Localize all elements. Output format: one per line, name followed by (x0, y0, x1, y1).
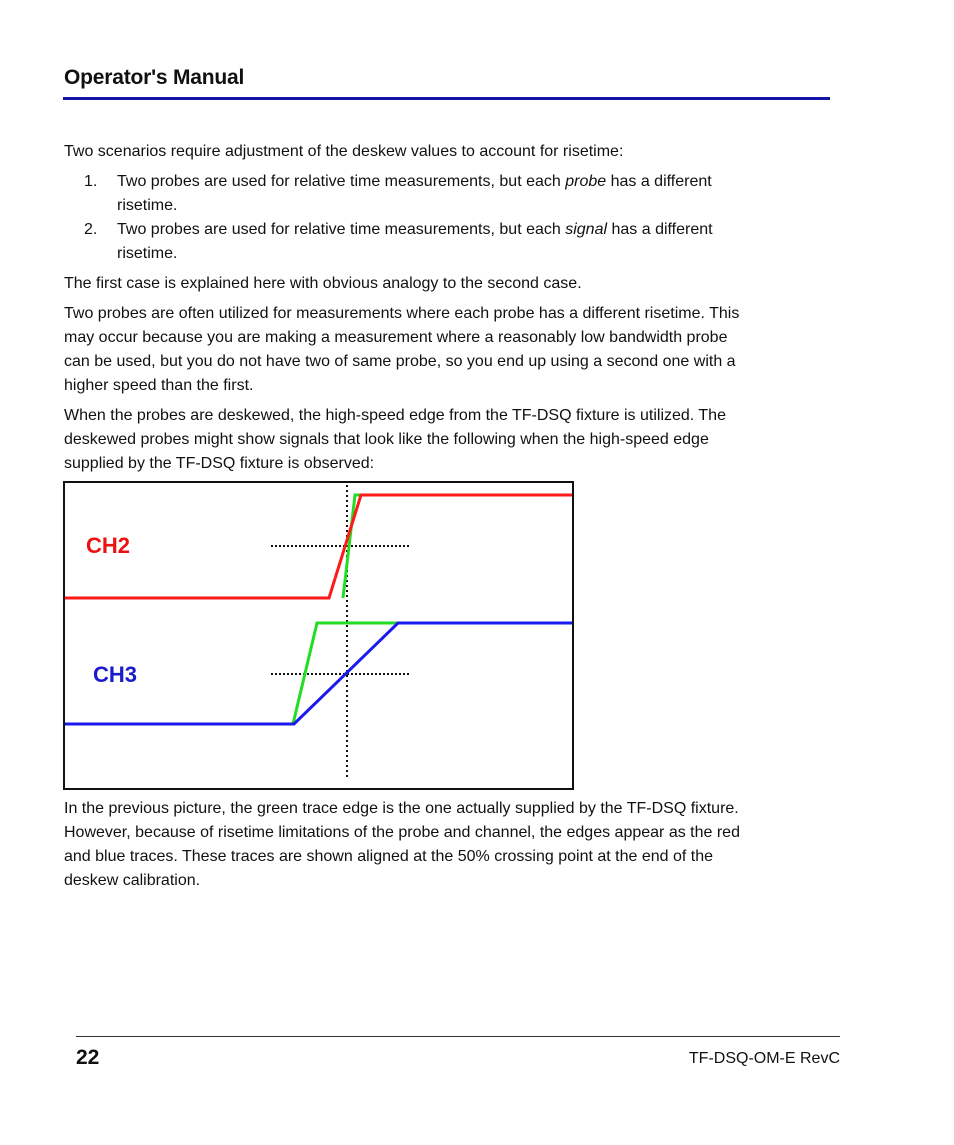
ch3-label: CH3 (93, 662, 138, 687)
text-line: can be used, but you do not have two of same probe, so you end up using a second one with a (64, 353, 736, 370)
intro-text: Two scenarios require adjustment of the deskew values to account for risetime: (64, 143, 624, 160)
list-item (64, 170, 834, 218)
header-rule (63, 97, 830, 100)
text-line: may occur because you are making a measurement where a reasonably low bandwidth probe (64, 329, 728, 346)
list-item-text-post: has a different (607, 221, 713, 238)
list-item-text-post: has a different (606, 173, 712, 190)
list-item-continuation: risetime. (117, 197, 178, 214)
header-title: Operator's Manual (64, 66, 245, 89)
list-item-emphasis: signal (565, 221, 608, 238)
text-line: and blue traces. These traces are shown aligned at the 50% crossing point at the end of the (64, 848, 714, 865)
paragraph-first-case-text: The first case is explained here with obvious analogy to the second case. (64, 275, 582, 292)
ch3-blue-trace (65, 623, 572, 724)
scenario-list (64, 170, 834, 266)
waveform-figure (63, 481, 574, 790)
text-line: supplied by the TF-DSQ fixture is observed: (64, 455, 375, 472)
text-line: When the probes are deskewed, the high-speed edge from the TF-DSQ fixture is utilized. The (64, 407, 726, 424)
document-id: TF-DSQ-OM-E RevC (688, 1050, 840, 1067)
list-item-text-pre: Two probes are used for relative time measurements, but each (117, 221, 566, 238)
paragraph-explanation (64, 797, 834, 893)
list-item-emphasis: probe (565, 173, 607, 190)
waveform-svg (65, 483, 572, 788)
intro-paragraph (64, 140, 834, 164)
text-line: However, because of risetime limitations of the probe and channel, the edges appear as the red (64, 824, 740, 841)
text-line: In the previous picture, the green trace edge is the one actually supplied by the TF-DSQ fixture. (64, 800, 739, 817)
list-item-continuation: risetime. (117, 245, 178, 262)
paragraph-two-probes (64, 302, 834, 398)
list-item-number: 2. (84, 221, 98, 238)
text-line: deskewed probes might show signals that look like the following when the high-speed edge (64, 431, 709, 448)
page-number: 22 (76, 1046, 100, 1069)
text-line: deskew calibration. (64, 872, 201, 889)
text-line: higher speed than the first. (64, 377, 254, 394)
footer-rule (76, 1036, 840, 1037)
ch2-label: CH2 (86, 533, 131, 558)
text-line: Two probes are often utilized for measurements where each probe has a different risetime. This (64, 305, 740, 322)
list-item-number: 1. (84, 173, 98, 190)
paragraph-first-case (64, 272, 834, 296)
ch2-red-trace (65, 495, 572, 598)
list-item-text-pre: Two probes are used for relative time measurements, but each (117, 173, 566, 190)
paragraph-deskewed (64, 404, 834, 476)
list-item (64, 218, 834, 266)
